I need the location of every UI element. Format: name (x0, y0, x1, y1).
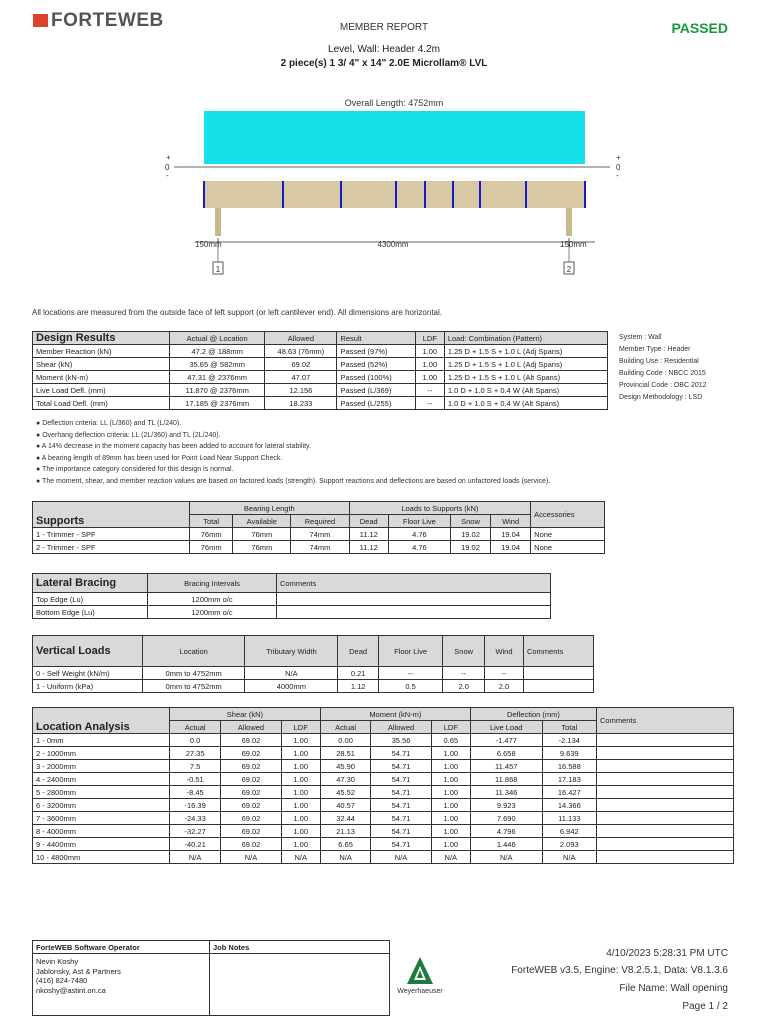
location-row-cell: 1.00 (281, 747, 320, 760)
support-row-cell: 1 - Trimmer - SPF (33, 528, 190, 541)
design-result-row-cell: 18.233 (265, 397, 337, 410)
vertical-load-row-cell: 0.5 (378, 680, 443, 693)
design-result-row-cell: 47.31 @ 2376mm (170, 371, 265, 384)
footer-operator-table: ForteWEB Software Operator Job Notes Nevin Koshy Jablonsky, Ast & Partners (416) 824-7480 nkoshy@astint.on.ca (32, 940, 390, 1016)
location-row-cell: 1.00 (281, 799, 320, 812)
location-row-cell: 7.5 (170, 760, 221, 773)
vertical-load-row (33, 680, 594, 693)
location-row-cell: 54.71 (371, 838, 431, 851)
location-row-cell: 9.923 (470, 799, 542, 812)
support-row-cell: None (531, 541, 605, 554)
axis-plus-left: + (166, 153, 171, 162)
bracing-row-cell (277, 606, 551, 619)
location-row-cell: -2.134 (542, 734, 596, 747)
design-result-row-cell: Passed (52%) (337, 358, 415, 371)
design-result-row (33, 384, 608, 397)
location-row-cell: 32.44 (320, 812, 371, 825)
location-row-cell: 1.00 (431, 786, 470, 799)
location-row (33, 747, 734, 760)
location-row-cell: 54.71 (371, 786, 431, 799)
location-row-cell: 54.71 (371, 825, 431, 838)
location-row-cell: N/A (470, 851, 542, 864)
location-row-cell: 6.65 (320, 838, 371, 851)
location-row-cell: 17.183 (542, 773, 596, 786)
design-result-row-cell: 69.02 (265, 358, 337, 371)
support-row-cell: 19.02 (450, 541, 490, 554)
location-row-cell: 1 - 0mm (33, 734, 170, 747)
location-row-cell: 3 - 2000mm (33, 760, 170, 773)
location-row-cell: 28.51 (320, 747, 371, 760)
support-right (566, 208, 572, 236)
support-row-cell: None (531, 528, 605, 541)
support-row-cell: 11.12 (349, 528, 388, 541)
location-row-cell: 69.02 (221, 747, 281, 760)
location-row-cell: 1.00 (281, 825, 320, 838)
location-row-cell: N/A (371, 851, 431, 864)
bracing-row (33, 606, 551, 619)
support-row-cell: 74mm (291, 541, 349, 554)
vertical-load-row-cell: 0 - Self Weight (kN/m) (33, 667, 143, 680)
location-row-cell: 40.57 (320, 799, 371, 812)
location-row-cell: 11.346 (470, 786, 542, 799)
location-row (33, 799, 734, 812)
support-row-cell: 76mm (190, 528, 233, 541)
location-row-cell: -16.39 (170, 799, 221, 812)
location-row-cell: N/A (431, 851, 470, 864)
design-result-row-cell: Moment (kN-m) (33, 371, 170, 384)
support-row (33, 541, 605, 554)
bracing-row-cell: Top Edge (Lu) (33, 593, 148, 606)
member-label: 2 piece(s) 1 3/ 4" x 14" 2.0E Microllam® LVL (280, 58, 488, 69)
location-comment-cell (597, 734, 734, 747)
location-row-cell: 6.942 (542, 825, 596, 838)
location-row-cell: 69.02 (221, 799, 281, 812)
location-row-cell: 0.0 (170, 734, 221, 747)
location-row-cell: N/A (221, 851, 281, 864)
beam-body (204, 181, 585, 208)
location-row-cell: -40.21 (170, 838, 221, 851)
location-row-cell: 1.00 (281, 812, 320, 825)
axis-minus-right: - (616, 171, 619, 180)
axis-minus-left: - (166, 171, 169, 180)
design-result-row-cell: 1.00 (415, 371, 444, 384)
location-row-cell: 2.093 (542, 838, 596, 851)
design-result-row-cell: Passed (97%) (337, 345, 415, 358)
dimension-note: All locations are measured from the outside face of left support (or left cantilever end). All dimensions are horizontal. (32, 308, 442, 317)
location-comment-cell (597, 786, 734, 799)
location-row-cell: 1.00 (281, 734, 320, 747)
location-row-cell: 4 - 2400mm (33, 773, 170, 786)
location-comment-cell (597, 812, 734, 825)
design-result-row-cell: 1.00 (415, 345, 444, 358)
location-row-cell: 11.457 (470, 760, 542, 773)
location-row-cell: 14.366 (542, 799, 596, 812)
location-row-cell: 1.00 (281, 760, 320, 773)
design-result-row-cell: 1.25 D + 1.5 S + 1.0 L (Adj Spans) (444, 345, 607, 358)
location-row-cell: 9 - 4400mm (33, 838, 170, 851)
vertical-load-row-cell: N/A (245, 667, 338, 680)
vertical-load-row-cell: 1 - Uniform (kPa) (33, 680, 143, 693)
bracing-row-cell (277, 593, 551, 606)
vertical-load-row-cell: 0mm to 4752mm (143, 667, 245, 680)
location-row-cell: -32.27 (170, 825, 221, 838)
location-row (33, 825, 734, 838)
design-result-row-cell: -- (415, 384, 444, 397)
axis-plus-right: + (616, 153, 621, 162)
footer-page: Page 1 / 2 (682, 1001, 728, 1012)
design-notes: ● Deflection criteria: LL (L/360) and TL (L/240). ● Overhang deflection criteria: LL (2L/360) and TL (2L/240). ● A 14% decrease in the moment capacity has been added to account for lateral stability. ● A bearing length of 89mm has been used for Point Load Near Support Check. ● The importance category considered for this design is normal. ● The moment, shear, and member reaction values are based on factored loads (strength). Support reactions and deflections are based on unfactored loads (service). (36, 418, 550, 487)
location-row-cell: 6 - 3200mm (33, 799, 170, 812)
vertical-load-row-cell: 4000mm (245, 680, 338, 693)
design-result-row-cell: Total Load Defl. (mm) (33, 397, 170, 410)
location-row-cell: 7 - 3600mm (33, 812, 170, 825)
location-row-cell: 16.427 (542, 786, 596, 799)
support-row-cell: 4.76 (388, 528, 450, 541)
axis-zero-right: 0 (616, 163, 621, 172)
location-row-cell: 45.52 (320, 786, 371, 799)
support-row-cell: 74mm (291, 528, 349, 541)
location-row-cell: 45.90 (320, 760, 371, 773)
location-row (33, 786, 734, 799)
location-row-cell: 69.02 (221, 812, 281, 825)
location-row-cell: 1.00 (281, 786, 320, 799)
vertical-load-row-cell: -- (485, 667, 524, 680)
bracing-row-cell: Bottom Edge (Lu) (33, 606, 148, 619)
vertical-load-row-cell (523, 667, 593, 680)
location-row (33, 734, 734, 747)
support-row-cell: 76mm (190, 541, 233, 554)
lateral-title: Lateral Bracing (33, 574, 148, 593)
location-row-cell: -0.51 (170, 773, 221, 786)
supports-table: Supports Bearing Length Loads to Supports (kN) Accessories Total Available Required Dead Floor Live Snow Wind 1 - Trimmer - SPF 76mm 76mm 74mm 11.12 4.76 19.02 19.04 None 2 - Trimmer - SPF 76mm 76mm 74mm 11.12 4.76 19.02 19.04 None (32, 501, 605, 554)
location-comment-cell (597, 838, 734, 851)
brand-name: FORTEWEB (51, 10, 164, 31)
level-label: Level, Wall: Header 4.2m (328, 44, 440, 55)
location-row-cell: 69.02 (221, 838, 281, 851)
support-row-cell: 2 - Trimmer - SPF (33, 541, 190, 554)
support-row-cell: 19.02 (450, 528, 490, 541)
bracing-row (33, 593, 551, 606)
support-row (33, 528, 605, 541)
support-row-cell: 76mm (233, 541, 291, 554)
job-notes-cell (210, 954, 390, 1016)
location-row-cell: 4.796 (470, 825, 542, 838)
location-row (33, 760, 734, 773)
location-row-cell: 1.00 (431, 825, 470, 838)
vertical-load-row-cell: 2.0 (485, 680, 524, 693)
location-row-cell: 1.00 (281, 773, 320, 786)
design-result-row-cell: 47.07 (265, 371, 337, 384)
location-row-cell: 54.71 (371, 747, 431, 760)
design-results-title: Design Results (33, 332, 170, 345)
location-row (33, 851, 734, 864)
location-row-cell: 5 - 2800mm (33, 786, 170, 799)
operator-details: Nevin Koshy Jablonsky, Ast & Partners (416) 824-7480 nkoshy@astint.on.ca (33, 954, 210, 1016)
location-comment-cell (597, 773, 734, 786)
design-result-row-cell: Passed (100%) (337, 371, 415, 384)
design-result-row-cell: 1.00 (415, 358, 444, 371)
location-row-cell: 1.00 (281, 838, 320, 851)
system-info: System : Wall Member Type : Header Building Use : Residential Building Code : NBCC 2015 Provincial Code : OBC 2012 Design Methodology : LSD (619, 334, 707, 401)
location-row-cell: 9.639 (542, 747, 596, 760)
vertical-load-row-cell (523, 680, 593, 693)
design-result-row-cell: 35.65 @ 582mm (170, 358, 265, 371)
design-result-row-cell: Member Reaction (kN) (33, 345, 170, 358)
design-result-row-cell: 48.63 (76mm) (265, 345, 337, 358)
location-row-cell: 27.35 (170, 747, 221, 760)
vertical-load-row-cell: 1.12 (338, 680, 378, 693)
axis-zero-left: 0 (165, 163, 170, 172)
location-comment-cell (597, 799, 734, 812)
design-results-table: Design Results Actual @ Location Allowed Result LDF Load: Combination (Pattern) Member Reaction (kN) 47.2 @ 188mm 48.63 (76mm) Passed (97%) 1.00 1.25 D + 1.5 S + 1.0 L (Adj Spans) Shear (kN) 35.65 @ 582mm 69.02 Passed (52%) 1.00 1.25 D + 1.5 S + 1.0 L (Adj Spans) Moment (kN-m) 47.31 @ 2376mm 47.07 Passed (100%) 1.00 1.25 D + 1.5 S + 1.0 L (Alt Spans) Live Load Defl. (mm) 11.870 @ 2376mm 12.156 Passed (L/369) -- 1.0 D + 1.0 S + 0.4 W (Alt Spans) Total Load Defl. (mm) 17.185 @ 2376mm 18.233 Passed (L/255) -- 1.0 D + 1.0 S + 0.4 W (Alt Spans) (32, 331, 608, 410)
design-result-row-cell: Shear (kN) (33, 358, 170, 371)
location-row-cell: 1.00 (431, 747, 470, 760)
design-result-row-cell: -- (415, 397, 444, 410)
location-comment-cell (597, 760, 734, 773)
location-row-cell: 69.02 (221, 734, 281, 747)
location-row-cell: 47.30 (320, 773, 371, 786)
overall-length-label: Overall Length: 4752mm (344, 98, 444, 108)
location-row-cell: 54.71 (371, 812, 431, 825)
left-bearing-label: 150mm (195, 240, 222, 249)
weyerhaeuser-logo: Weyerhaeuser (396, 956, 444, 995)
span-label: 4300mm (377, 240, 409, 249)
distributed-load-area (204, 111, 585, 164)
location-row-cell: 1.00 (431, 760, 470, 773)
design-result-row-cell: Passed (L/255) (337, 397, 415, 410)
location-row-cell: 10 - 4800mm (33, 851, 170, 864)
vertical-load-row-cell: 2.0 (443, 680, 485, 693)
support-row-cell: 76mm (233, 528, 291, 541)
design-result-row-cell: 1.25 D + 1.5 S + 1.0 L (Adj Spans) (444, 358, 607, 371)
vertical-load-row-cell: -- (443, 667, 485, 680)
location-row-cell: 35.56 (371, 734, 431, 747)
vertical-load-row-cell: -- (378, 667, 443, 680)
vertical-load-row (33, 667, 594, 680)
design-result-row-cell: 11.870 @ 2376mm (170, 384, 265, 397)
footer-date: 4/10/2023 5:28:31 PM UTC (606, 948, 728, 959)
design-result-row-cell: 1.0 D + 1.0 S + 0.4 W (Alt Spans) (444, 397, 607, 410)
location-row-cell: 0.00 (320, 734, 371, 747)
location-row-cell: 1.00 (431, 799, 470, 812)
location-row (33, 838, 734, 851)
location-row-cell: 6.658 (470, 747, 542, 760)
support-row-cell: 19.04 (491, 528, 531, 541)
location-row-cell: 69.02 (221, 760, 281, 773)
location-row (33, 773, 734, 786)
location-row-cell: 2 - 1000mm (33, 747, 170, 760)
vertical-load-row-cell: 0mm to 4752mm (143, 680, 245, 693)
location-row-cell: 0.65 (431, 734, 470, 747)
design-result-row-cell: 1.0 D + 1.0 S + 0.4 W (Alt Spans) (444, 384, 607, 397)
right-bearing-label: 150mm (560, 240, 587, 249)
location-title: Location Analysis (33, 708, 170, 734)
design-result-row-cell: 17.185 @ 2376mm (170, 397, 265, 410)
design-result-row-cell: 47.2 @ 188mm (170, 345, 265, 358)
supports-title: Supports (33, 502, 190, 528)
location-row-cell: N/A (542, 851, 596, 864)
support-left (215, 208, 221, 236)
support-row-cell: 4.76 (388, 541, 450, 554)
support-row-cell: 19.04 (491, 541, 531, 554)
footer-file-name: File Name: Wall opening (619, 983, 728, 994)
design-result-row-cell: Passed (L/369) (337, 384, 415, 397)
location-row-cell: 7.690 (470, 812, 542, 825)
design-result-row (33, 345, 608, 358)
location-row-cell: N/A (281, 851, 320, 864)
location-row (33, 812, 734, 825)
location-row-cell: 1.00 (431, 773, 470, 786)
location-row-cell: 11.868 (470, 773, 542, 786)
location-row-cell: 11.133 (542, 812, 596, 825)
location-row-cell: 69.02 (221, 786, 281, 799)
location-row-cell: 69.02 (221, 825, 281, 838)
location-row-cell: -1.477 (470, 734, 542, 747)
location-row-cell: 54.71 (371, 799, 431, 812)
location-row-cell: -24.33 (170, 812, 221, 825)
location-row-cell: 16.588 (542, 760, 596, 773)
location-row-cell: 1.00 (431, 812, 470, 825)
location-row-cell: 8 - 4000mm (33, 825, 170, 838)
report-title: MEMBER REPORT (339, 22, 429, 33)
design-result-row (33, 358, 608, 371)
beam-diagram (150, 92, 640, 282)
support2-number: 2 (566, 265, 572, 274)
location-row-cell: N/A (170, 851, 221, 864)
location-analysis-table: Location Analysis Shear (kN) Moment (kN-m) Deflection (mm) Comments Actual Allowed LDF Actual Allowed LDF Live Load Total 1 - 0mm 0.0 69.02 1.00 0.00 35.56 0.65 -1.477 -2.134 2 - 1000mm 27.35 69.02 1.00 28.51 54.71 1.00 6.658 9.639 3 - 2000mm 7.5 69.02 1.00 45.90 54.71 1.00 11.457 16.588 4 - 2400mm -0.51 69.02 1.00 47.30 54.71 1.00 11.868 17.183 5 - 2800mm -8.45 69.02 1.00 45.52 54.71 1.00 11.346 16.427 6 - 3200mm -16.39 69.02 1.00 40.57 54.71 1.00 9.923 14.366 7 - 3600mm -24.33 69.02 1.00 32.44 54.71 1.00 7.690 11.133 8 - 4000mm -32.27 69.02 1.00 21.13 54.71 1.00 4.796 6.942 9 - 4400mm -40.21 69.02 1.00 6.65 54.71 1.00 1.446 2.093 10 - 4800mm N/A N/A N/A N/A N/A N/A N/A N/A (32, 707, 734, 864)
location-comment-cell (597, 851, 734, 864)
location-row-cell: 21.13 (320, 825, 371, 838)
location-row-cell: 1.446 (470, 838, 542, 851)
design-result-row-cell: Live Load Defl. (mm) (33, 384, 170, 397)
vertical-loads-table: Vertical Loads Location Tributary Width Dead Floor Live Snow Wind Comments 0 - Self Weight (kN/m) 0mm to 4752mm N/A 0.21 -- -- -- 1 - Uniform (kPa) 0mm to 4752mm 4000mm 1.12 0.5 2.0 2.0 (32, 635, 594, 693)
bracing-row-cell: 1200mm o/c (148, 606, 277, 619)
footer-version: ForteWEB v3.5, Engine: V8.2.5.1, Data: V8.1.3.6 (511, 965, 728, 976)
tree-icon (400, 956, 440, 986)
location-row-cell: -8.45 (170, 786, 221, 799)
location-row-cell: N/A (320, 851, 371, 864)
location-row-cell: 54.71 (371, 773, 431, 786)
design-result-row (33, 371, 608, 384)
vertical-title: Vertical Loads (33, 636, 143, 667)
support1-number: 1 (215, 265, 221, 274)
design-result-row-cell: 1.25 D + 1.5 S + 1.0 L (Alt Spans) (444, 371, 607, 384)
vertical-load-row-cell: 0.21 (338, 667, 378, 680)
location-row-cell: 69.02 (221, 773, 281, 786)
location-row-cell: 1.00 (431, 838, 470, 851)
location-row-cell: 54.71 (371, 760, 431, 773)
design-result-row (33, 397, 608, 410)
support-row-cell: 11.12 (349, 541, 388, 554)
location-comment-cell (597, 747, 734, 760)
design-result-row-cell: 12.156 (265, 384, 337, 397)
status-badge: PASSED (671, 20, 728, 36)
location-comment-cell (597, 825, 734, 838)
lateral-bracing-table: Lateral Bracing Bracing Intervals Comments Top Edge (Lu) 1200mm o/c Bottom Edge (Lu) 1200mm o/c (32, 573, 551, 619)
bracing-row-cell: 1200mm o/c (148, 593, 277, 606)
